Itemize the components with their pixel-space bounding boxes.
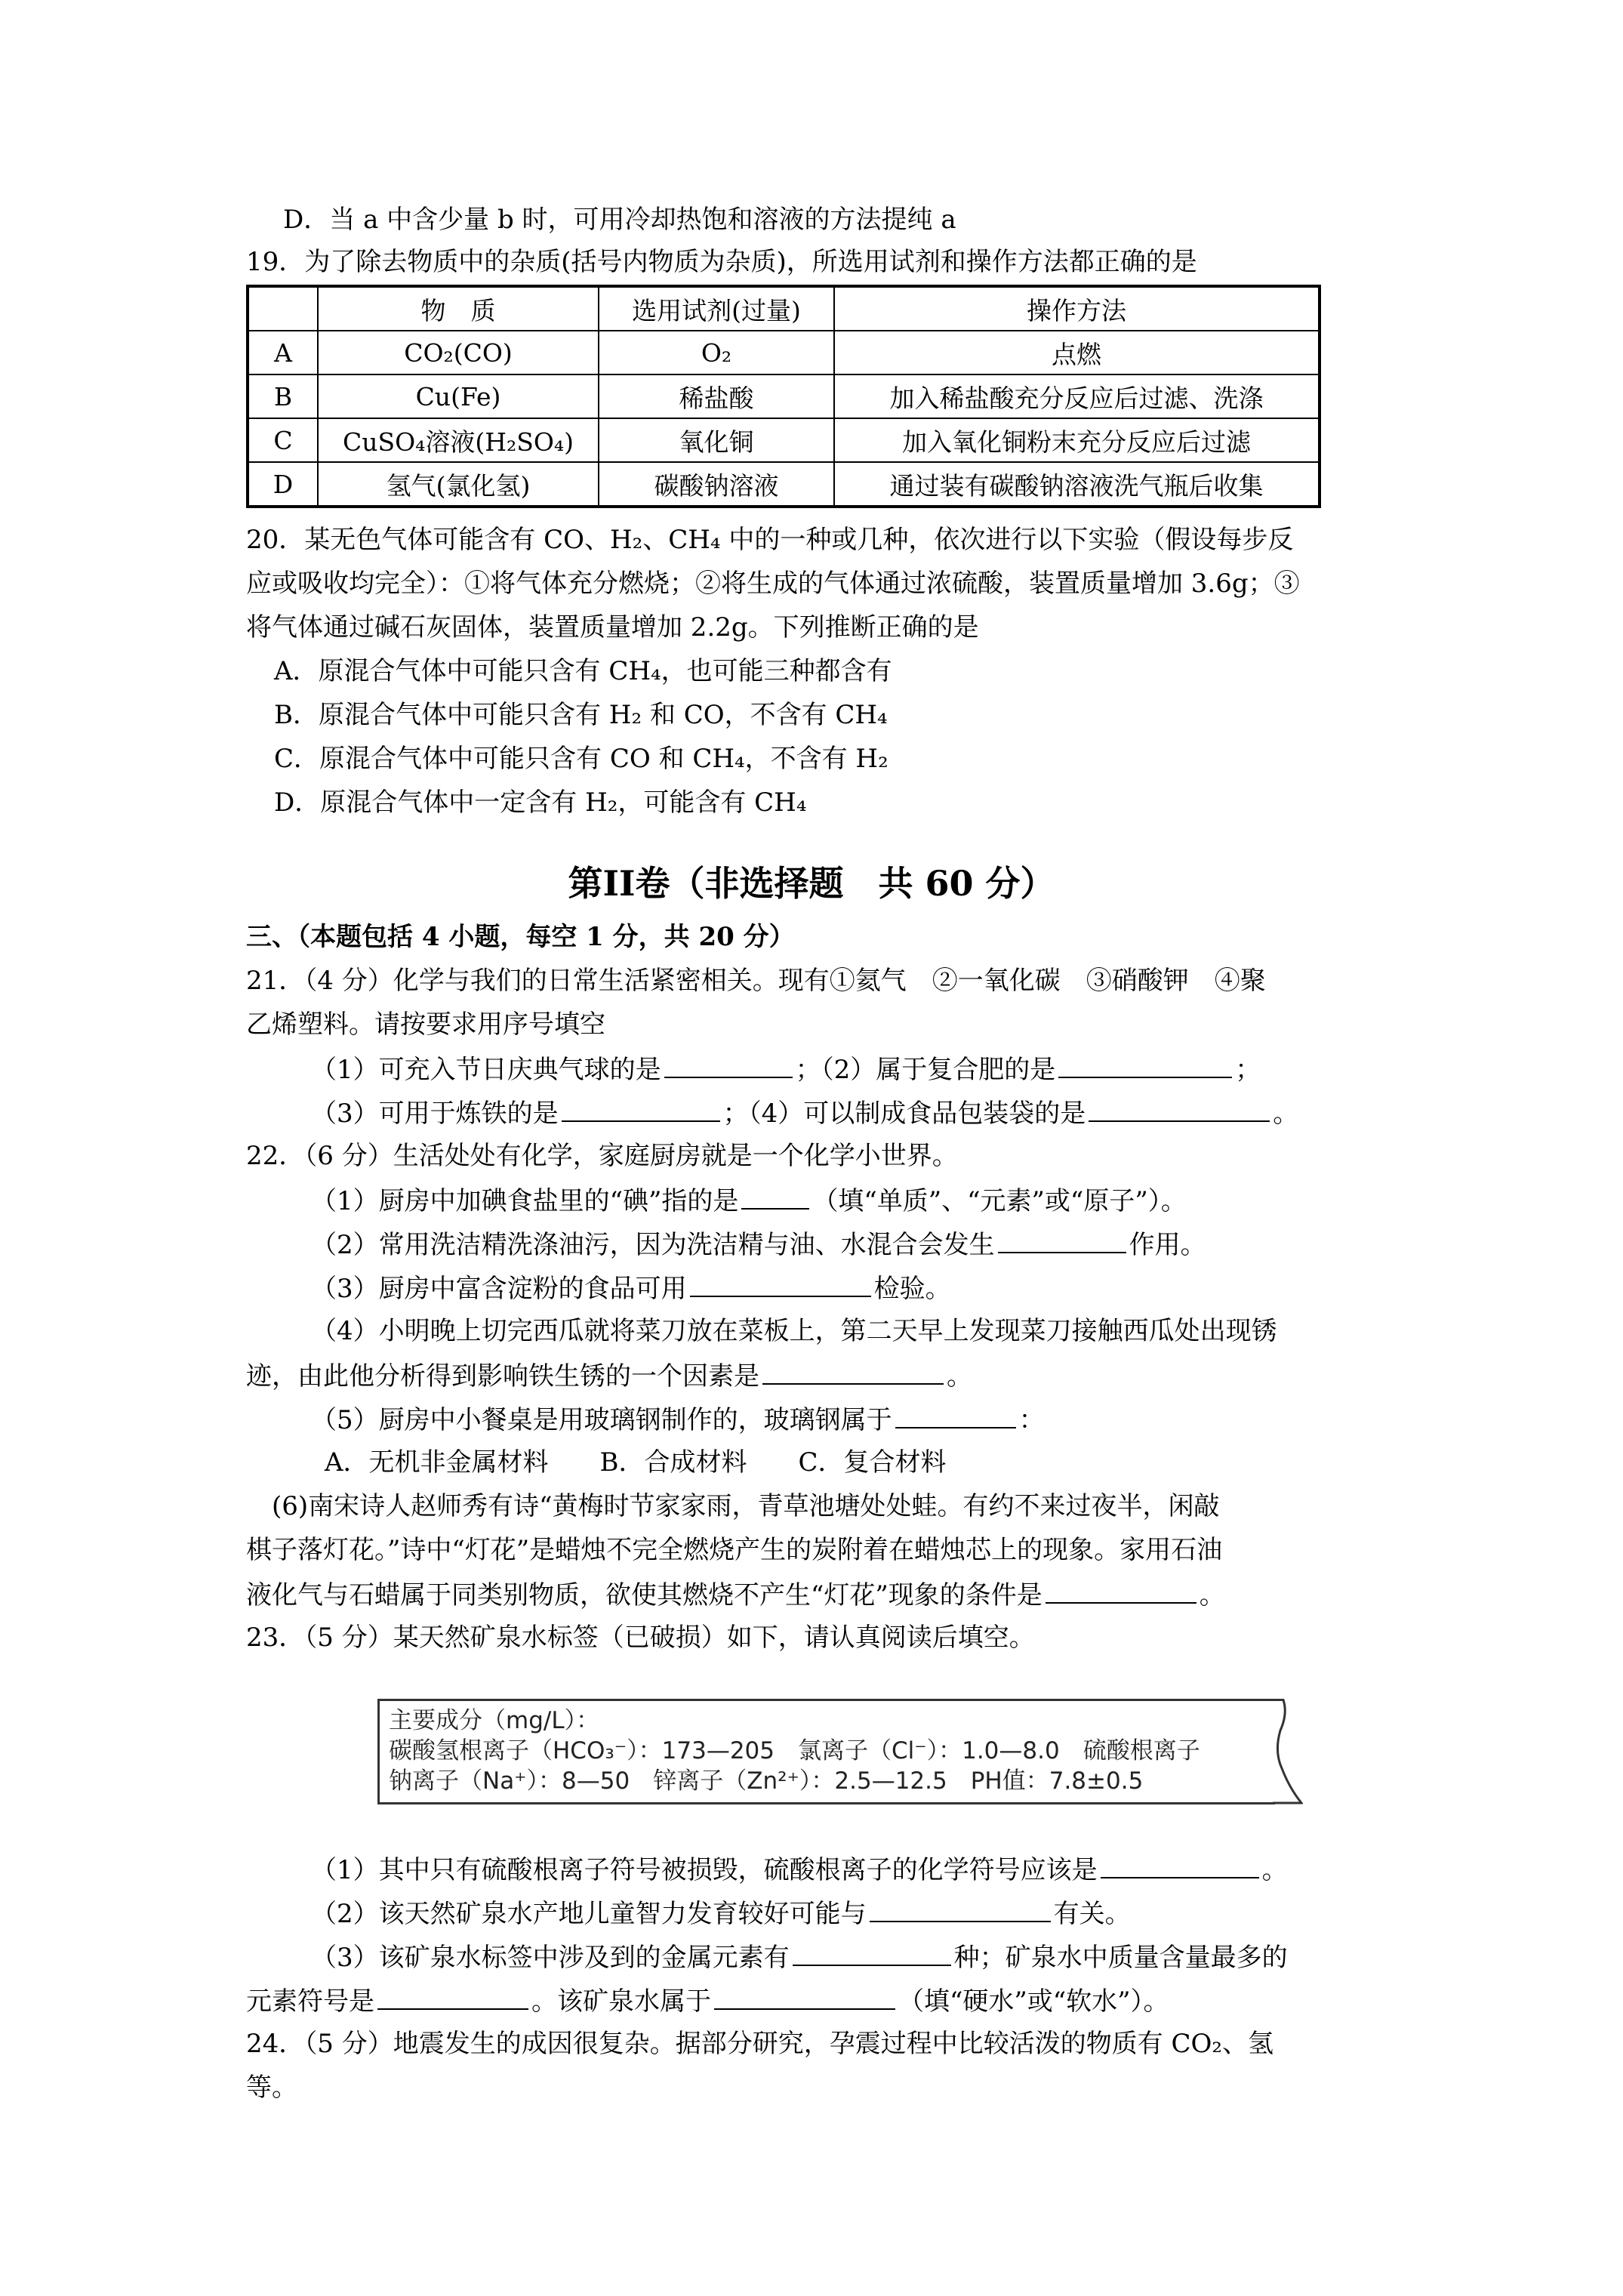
table-row — [248, 331, 1320, 374]
q22-blank-1[interactable] — [741, 1182, 809, 1210]
q22-blank-6[interactable] — [1046, 1576, 1196, 1604]
q20-option-d: D．原混合气体中一定含有 H₂，可能含有 CH₄ — [274, 787, 807, 818]
table-cell: 加入氧化铜粉末充分反应后过滤 — [834, 418, 1320, 462]
table-cell: CuSO₄溶液(H₂SO₄) — [318, 418, 599, 462]
table-cell: 氧化铜 — [599, 418, 834, 462]
q21-stem-line1: 21．（4 分）化学与我们的日常生活紧密相关。现有①氦气 ②一氧化碳 ③硝酸钾 ④聚 — [246, 966, 1266, 996]
q21-blank-1[interactable] — [664, 1051, 793, 1078]
table-cell: D — [248, 462, 318, 507]
q22-part5 — [311, 1401, 1045, 1438]
q19-stem: 19．为了除去物质中的杂质(括号内物质为杂质)，所选用试剂和操作方法都正确的是 — [246, 247, 1197, 277]
q21-row2 — [311, 1095, 1298, 1131]
table-cell: O₂ — [599, 331, 834, 374]
table-cell: A — [248, 331, 318, 374]
q23-part2-text: （2）该天然矿泉水产地儿童智力发育较好可能与 — [311, 1899, 867, 1929]
q23-part2 — [311, 1895, 1131, 1931]
part2-heading: 第II卷（非选择题 共 60 分） — [568, 863, 1055, 904]
q23-part3-mid: 种；矿泉水中质量含量最多的 — [953, 1943, 1288, 1973]
q22-part5-options: A．无机非金属材料 B．合成材料 C．复合材料 — [325, 1447, 947, 1478]
q24-stem-line1: 24．（5 分）地震发生的成因很复杂。据部分研究，孕震过程中比较活泼的物质有 CO₂、氢 — [246, 2029, 1274, 2059]
q21-period: 。 — [1273, 1099, 1299, 1129]
q22-blank-2[interactable] — [998, 1226, 1126, 1253]
q20-stem-line3: 将气体通过碱石灰固体，装置质量增加 2.2g。下列推断正确的是 — [246, 612, 979, 643]
table-cell: CO₂(CO) — [318, 331, 599, 374]
q22-part1-hint: （填“单质”、“元素”或“原子”）。 — [812, 1186, 1187, 1216]
table-header-cell: 操作方法 — [834, 286, 1320, 331]
q20-option-b: B．原混合气体中可能只含有 H₂ 和 CO，不含有 CH₄ — [274, 700, 888, 730]
q23-blank-4[interactable] — [377, 1983, 528, 2010]
table-header-row — [248, 286, 1320, 331]
table-row — [248, 418, 1320, 462]
q22-part5-end: ： — [1018, 1405, 1045, 1435]
q23-part3-line2 — [246, 1983, 1169, 2019]
q22-part4-end: 。 — [947, 1361, 972, 1391]
section-title: 三、（本题包括 4 小题，每空 1 分，共 20 分） — [246, 922, 795, 952]
mineral-water-label — [377, 1699, 1275, 1804]
table-cell: 稀盐酸 — [599, 374, 834, 418]
table-cell: Cu(Fe) — [318, 374, 599, 418]
q21-part1-text: （1）可充入节日庆典气球的是 — [311, 1055, 661, 1085]
q22-part1-text: （1）厨房中加碘食盐里的“碘”指的是 — [311, 1186, 739, 1216]
q22-part6-line2: 棋子落灯花。”诗中“灯花”是蜡烛不完全燃烧产生的炭附着在蜡烛芯上的现象。家用石油 — [246, 1535, 1223, 1565]
table-cell: 加入稀盐酸充分反应后过滤、洗涤 — [834, 374, 1320, 418]
q21-blank-3[interactable] — [562, 1095, 720, 1122]
q22-part1 — [311, 1182, 1187, 1219]
q23-part3-hint: （填“硬水”或“软水”）。 — [898, 1986, 1169, 2017]
q22-blank-3[interactable] — [690, 1270, 871, 1297]
q20-option-c: C．原混合气体中可能只含有 CO 和 CH₄，不含有 H₂ — [274, 744, 888, 774]
table-row — [248, 462, 1320, 507]
q23-part3-line1 — [311, 1939, 1288, 1975]
table-header-cell: 物 质 — [318, 286, 599, 331]
q21-blank-2[interactable] — [1058, 1051, 1232, 1078]
q23-part1-text: （1）其中只有硫酸根离子符号被损毁，硫酸根离子的化学符号应该是 — [311, 1855, 1098, 1885]
q23-part3-text: （3）该矿泉水标签中涉及到的金属元素有 — [311, 1943, 790, 1973]
q22-part6-line3 — [246, 1576, 1225, 1613]
q22-part4-line2 — [246, 1358, 972, 1394]
table-cell: B — [248, 374, 318, 418]
q23-part1-end: 。 — [1261, 1855, 1288, 1885]
table-header-cell — [248, 286, 318, 331]
q22-part3-end: 检验。 — [873, 1274, 951, 1304]
label-line-2: 碳酸氢根离子（HCO₃⁻）：173—205 氯离子（Cl⁻）：1.0—8.0 硫酸根离子 — [389, 1737, 1200, 1764]
q23-stem: 23．（5 分）某天然矿泉水标签（已破损）如下，请认真阅读后填空。 — [246, 1623, 1035, 1653]
q22-part3 — [311, 1270, 951, 1306]
q22-part2 — [311, 1226, 1206, 1262]
q23-part1 — [311, 1851, 1288, 1888]
q22-part5-text: （5）厨房中小餐桌是用玻璃钢制作的，玻璃钢属于 — [311, 1405, 892, 1435]
q21-part4-text: ；（4）可以制成食品包装袋的是 — [722, 1099, 1086, 1129]
label-line-3: 钠离子（Na⁺）：8—50 锌离子（Zn²⁺）：2.5—12.5 PH值：7.8±0.5 — [389, 1767, 1144, 1795]
q22-stem: 22．（6 分）生活处处有化学，家庭厨房就是一个化学小世界。 — [246, 1141, 958, 1171]
table-row — [248, 374, 1320, 418]
q21-row1 — [311, 1051, 1261, 1087]
q22-part4-text: 迹，由此他分析得到影响铁生锈的一个因素是 — [246, 1361, 759, 1391]
table-cell: 氢气(氯化氢) — [318, 462, 599, 507]
q22-part3-text: （3）厨房中富含淀粉的食品可用 — [311, 1274, 687, 1304]
q22-blank-4[interactable] — [762, 1358, 944, 1385]
label-line-1: 主要成分（mg/L）： — [389, 1707, 600, 1734]
q23-blank-3[interactable] — [793, 1939, 951, 1966]
table-cell: 通过装有碳酸钠溶液洗气瓶后收集 — [834, 462, 1320, 507]
q23-blank-5[interactable] — [714, 1983, 895, 2010]
q23-blank-2[interactable] — [870, 1895, 1051, 1922]
q21-part3-text: （3）可用于炼铁的是 — [311, 1099, 559, 1129]
q21-part2-text: ；（2）属于复合肥的是 — [795, 1055, 1056, 1085]
q20-stem-line2: 应或吸收均完全）：①将气体充分燃烧；②将生成的气体通过浓硫酸，装置质量增加 3.6g；③ — [246, 569, 1300, 599]
q22-part6-end: 。 — [1199, 1580, 1225, 1610]
q20-option-a: A．原混合气体中可能只含有 CH₄，也可能三种都含有 — [274, 656, 892, 686]
q22-part2-end: 作用。 — [1129, 1230, 1206, 1260]
torn-edge-icon — [1273, 1699, 1303, 1804]
table-cell: 点燃 — [834, 331, 1320, 374]
q22-part6-line1: (6)南宋诗人赵师秀有诗“黄梅时节家家雨，青草池塘处处蛙。有约不来过夜半，闲敲 — [272, 1491, 1220, 1521]
q23-part3-symbol-text: 元素符号是 — [246, 1986, 374, 2017]
table-cell: C — [248, 418, 318, 462]
q21-stem-line2: 乙烯塑料。请按要求用序号填空 — [246, 1009, 605, 1040]
q21-blank-4[interactable] — [1089, 1095, 1270, 1122]
table-header-cell: 选用试剂(过量) — [599, 286, 834, 331]
q20-stem-line1: 20．某无色气体可能含有 CO、H₂、CH₄ 中的一种或几种，依次进行以下实验（假设每步反 — [246, 525, 1294, 555]
q19-table — [246, 285, 1321, 508]
q24-stem-line2: 等。 — [246, 2073, 297, 2103]
q22-part6-text: 液化气与石蜡属于同类别物质，欲使其燃烧不产生“灯花”现象的条件是 — [246, 1580, 1042, 1610]
q18-option-d: D．当 a 中含少量 b 时，可用冷却热饱和溶液的方法提纯 a — [283, 205, 956, 235]
q22-part4-line1: （4）小明晚上切完西瓜就将菜刀放在菜板上，第二天早上发现菜刀接触西瓜处出现锈 — [311, 1316, 1277, 1346]
table-cell: 碳酸钠溶液 — [599, 462, 834, 507]
q22-part2-text: （2）常用洗洁精洗涤油污，因为洗洁精与油、水混合会发生 — [311, 1230, 995, 1260]
q23-blank-1[interactable] — [1101, 1851, 1259, 1878]
q23-part3-belongs: 。该矿泉水属于 — [531, 1986, 711, 2017]
q21-semicolon: ； — [1235, 1055, 1261, 1085]
q23-part2-end: 有关。 — [1053, 1899, 1131, 1929]
q22-blank-5[interactable] — [895, 1401, 1016, 1428]
